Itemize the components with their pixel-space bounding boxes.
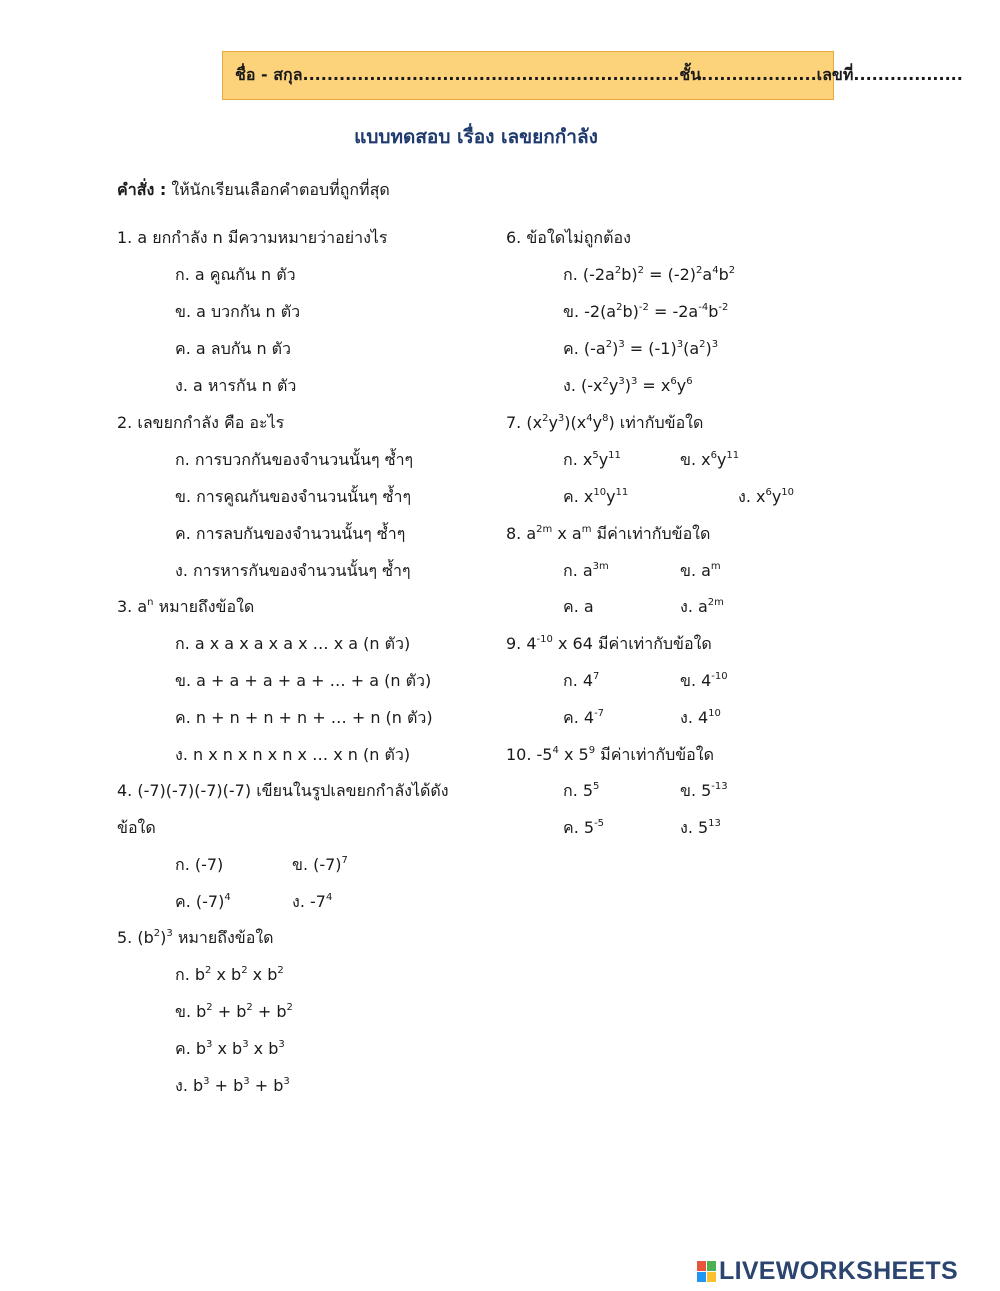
q10-choice-b[interactable]: ข. $5^{-13}$ xyxy=(680,781,728,800)
q5-choice-b[interactable]: ข. $b^2 + b^2 + b^2$ xyxy=(175,1002,293,1021)
q1-choice-d[interactable]: ง. a หารกัน n ตัว xyxy=(175,376,297,395)
q8-choice-a[interactable]: ก. $a^{3m}$ xyxy=(563,561,609,580)
student-info-header xyxy=(222,51,963,100)
q7-choice-c[interactable]: ค. $x^{10}y^{11}$ xyxy=(563,487,629,506)
q5-choice-c[interactable]: ค. $b^3$ x $b^3$ x $b^3$ xyxy=(175,1039,285,1058)
q3-stem: 3. $a^n$ หมายถึงข้อใด xyxy=(117,597,255,616)
logo-blocks-icon xyxy=(697,1261,716,1282)
q1-choice-b[interactable]: ข. a บวกกัน n ตัว xyxy=(175,302,301,321)
liveworksheets-logo xyxy=(697,1255,958,1287)
logo-text: LIVEWORKSHEETS xyxy=(719,1256,958,1285)
q7-choice-a[interactable]: ก. $x^5y^{11}$ xyxy=(563,450,621,469)
q3-choice-c[interactable]: ค. n + n + n + n + … + n (n ตัว) xyxy=(175,708,433,727)
q4-choice-b[interactable]: ข. $(-7)^7$ xyxy=(292,855,348,874)
logo-block-1 xyxy=(697,1261,706,1271)
number-blank[interactable]: .................. xyxy=(853,65,963,84)
q1-choice-c[interactable]: ค. a ลบกัน n ตัว xyxy=(175,339,292,358)
q8-choice-b[interactable]: ข. $a^m$ xyxy=(680,561,721,580)
q5-choice-a[interactable]: ก. $b^2$ x $b^2$ x $b^2$ xyxy=(175,965,284,984)
q9-choice-d[interactable]: ง. $4^{10}$ xyxy=(680,708,721,727)
q8-choice-d[interactable]: ง. $a^{2m}$ xyxy=(680,597,724,616)
class-blank[interactable]: ................... xyxy=(701,65,817,84)
q1-choice-a[interactable]: ก. a คูณกัน n ตัว xyxy=(175,265,296,284)
q9-choice-b[interactable]: ข. $4^{-10}$ xyxy=(680,671,728,690)
q6-choice-c[interactable]: ค. $(-a^2)^3 = (-1)^3(a^2)^3$ xyxy=(563,339,719,358)
q2-choice-c[interactable]: ค. การลบกันของจำนวนนั้นๆ ซ้ำๆ xyxy=(175,524,406,543)
number-label: เลขที่ xyxy=(816,65,854,84)
q4-stem-line1: 4. (-7)(-7)(-7)(-7) เขียนในรูปเลขยกกำลังได้ดัง xyxy=(117,781,449,800)
logo-block-3 xyxy=(697,1272,706,1282)
q2-choice-d[interactable]: ง. การหารกันของจำนวนนั้นๆ ซ้ำๆ xyxy=(175,561,411,580)
q9-choice-a[interactable]: ก. $4^7$ xyxy=(563,671,600,690)
q5-choice-d[interactable]: ง. $b^3 + b^3 + b^3$ xyxy=(175,1076,290,1095)
q4-stem-line2: ข้อใด xyxy=(117,818,156,837)
q4-choice-c[interactable]: ค. $(-7)^4$ xyxy=(175,892,231,911)
q8-choice-c[interactable]: ค. a xyxy=(563,597,594,616)
q6-stem: 6. ข้อใดไม่ถูกต้อง xyxy=(506,228,631,247)
q3-choice-d[interactable]: ง. n x n x n x n x … x n (n ตัว) xyxy=(175,745,411,764)
q7-choice-d[interactable]: ง. $x^6y^{10}$ xyxy=(738,487,795,506)
instruction xyxy=(117,178,390,203)
q8-stem: 8. $a^{2m}$ x $a^m$ มีค่าเท่ากับข้อใด xyxy=(506,524,711,543)
q10-stem: 10. $-5^4$ x $5^9$ มีค่าเท่ากับข้อใด xyxy=(506,745,714,764)
name-label: ชื่อ - สกุล xyxy=(235,65,303,84)
class-label: ชั้น xyxy=(679,65,702,84)
q9-choice-c[interactable]: ค. $4^{-7}$ xyxy=(563,708,605,727)
instruction-label: คำสั่ง : xyxy=(117,180,167,199)
page-title: แบบทดสอบ เรื่อง เลขยกกำลัง xyxy=(354,126,598,148)
q7-choice-b[interactable]: ข. $x^6y^{11}$ xyxy=(680,450,740,469)
logo-block-4 xyxy=(707,1272,716,1282)
q10-choice-d[interactable]: ง. $5^{13}$ xyxy=(680,818,721,837)
name-blank[interactable]: .............................................................. xyxy=(302,65,680,84)
q6-choice-a[interactable]: ก. $(-2a^2b)^2 = (-2)^2a^4b^2$ xyxy=(563,265,736,284)
q2-stem: 2. เลขยกกำลัง คือ อะไร xyxy=(117,413,285,432)
q9-stem: 9. $4^{-10}$ x 64 มีค่าเท่ากับข้อใด xyxy=(506,634,712,653)
q6-choice-d[interactable]: ง. $(-x^2y^3)^3 = x^6y^6$ xyxy=(563,376,693,395)
q3-choice-a[interactable]: ก. a x a x a x a x … x a (n ตัว) xyxy=(175,634,411,653)
logo-block-2 xyxy=(707,1261,716,1271)
q5-stem: 5. $(b^2)^3$ หมายถึงข้อใด xyxy=(117,928,274,947)
q10-choice-c[interactable]: ค. $5^{-5}$ xyxy=(563,818,605,837)
q4-choice-a[interactable]: ก. (-7) xyxy=(175,855,224,874)
q6-choice-b[interactable]: ข. $-2(a^2b)^{-2} = -2a^{-4}b^{-2}$ xyxy=(563,302,729,321)
q1-stem: 1. a ยกกำลัง n มีความหมายว่าอย่างไร xyxy=(117,228,388,247)
q10-choice-a[interactable]: ก. $5^5$ xyxy=(563,781,600,800)
instruction-text: ให้นักเรียนเลือกคำตอบที่ถูกที่สุด xyxy=(166,180,390,199)
q4-choice-d[interactable]: ง. $-7^4$ xyxy=(292,892,333,911)
q2-choice-b[interactable]: ข. การคูณกันของจำนวนนั้นๆ ซ้ำๆ xyxy=(175,487,412,506)
q2-choice-a[interactable]: ก. การบวกกันของจำนวนนั้นๆ ซ้ำๆ xyxy=(175,450,414,469)
q3-choice-b[interactable]: ข. a + a + a + a + … + a (n ตัว) xyxy=(175,671,432,690)
q7-stem: 7. $(x^2y^3)(x^4y^8)$ เท่ากับข้อใด xyxy=(506,413,704,432)
